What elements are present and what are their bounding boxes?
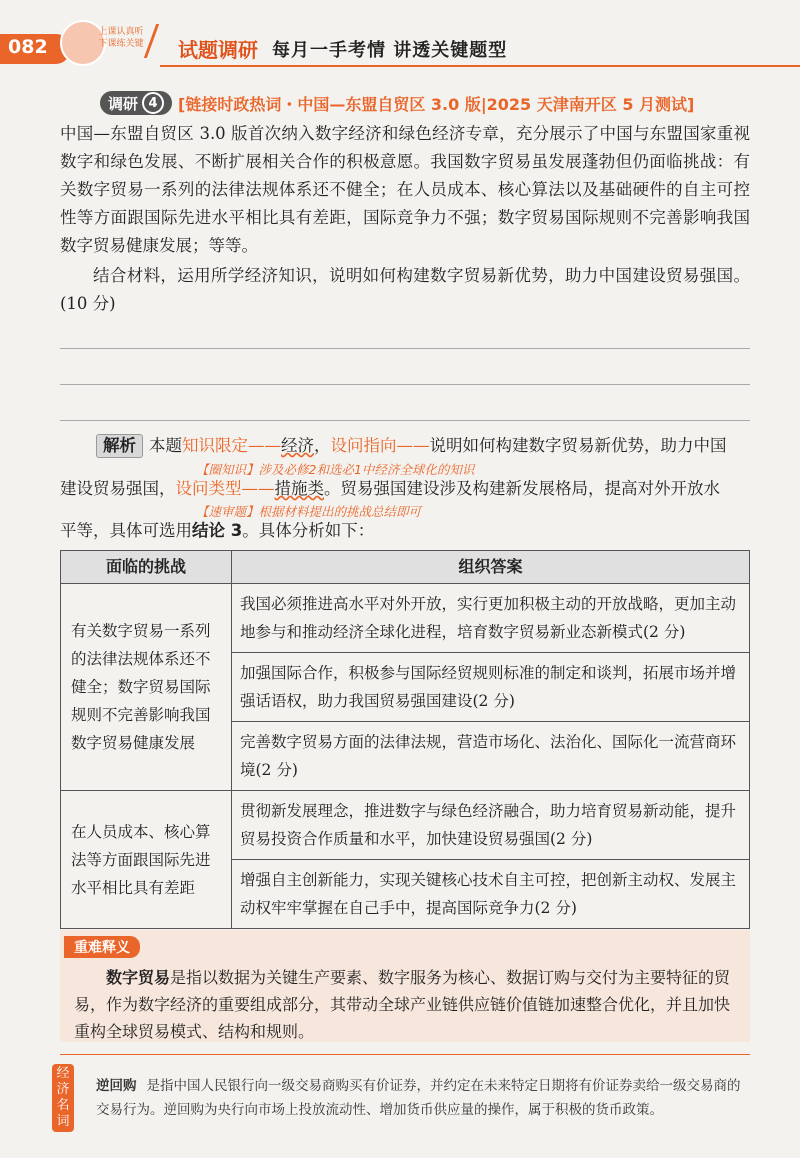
question-source-tag: [链接时政热词・中国—东盟自贸区 3.0 版|2025 天津南开区 5 月测试] <box>178 94 695 114</box>
annotation-review: 【速审题】根据材料提出的挑战总结即可 <box>196 504 422 519</box>
answer-line <box>60 348 750 349</box>
header-divider <box>144 24 177 58</box>
analysis-line-3 <box>60 520 760 542</box>
table-row <box>61 791 750 860</box>
header-subtitle: 每月一手考情 讲透关键题型 <box>272 40 508 61</box>
table-header-challenge: 面临的挑战 <box>61 551 232 584</box>
answer-cell: 完善数字贸易方面的法律法规，营造市场化、法治化、国际化一流营商环境(2 分) <box>232 722 750 791</box>
analysis-text: 本题 <box>149 436 182 455</box>
footer-term: 逆回购 <box>96 1078 137 1094</box>
explanation-box <box>60 930 750 1042</box>
header-title: 试题调研 <box>178 38 258 62</box>
annotation-knowledge: 【圈知识】涉及必修2和选必1中经济全球化的知识 <box>196 462 475 477</box>
analysis-text: 。具体分析如下： <box>242 521 375 540</box>
answer-line <box>60 384 750 385</box>
conclusion-ref: 结论 3 <box>192 521 243 540</box>
answer-cell: 贯彻新发展理念，推进数字与绿色经济融合，助力培育贸易新动能，提升贸易投资合作质量和水平，加快建设贸易强国(2 分) <box>232 791 750 860</box>
explanation-body: 是指以数据为关键生产要素、数字服务为核心、数据订购与交付为主要特征的贸易，作为数字经济的重要组成部分，其带动全球产业链供应链价值链加速整合优化，并且加快重构全球贸易模式、结构和规则。 <box>74 968 731 1041</box>
analysis-text: 平等，具体可选用 <box>60 521 192 540</box>
table-row <box>61 584 750 653</box>
answer-cell: 我国必须推进高水平对外开放，实行更加积极主动的开放战略，更加主动地参与和推动经济全球化进程，培育数字贸易新业态新模式(2 分) <box>232 584 750 653</box>
economic-term-tag: 经济名词 <box>52 1064 74 1132</box>
answer-cell: 加强国际合作，积极参与国际经贸规则标准的制定和谈判，拓展市场并增强话语权，助力我国贸易强国建设(2 分) <box>232 653 750 722</box>
knowledge-limit-value: 经济 <box>281 436 314 455</box>
knowledge-limit-label: 知识限定—— <box>182 436 281 455</box>
footer-definition <box>96 1074 746 1122</box>
analysis-text: 说明如何构建数字贸易新优势，助力中国 <box>429 436 727 455</box>
table-header-row <box>61 551 750 584</box>
answer-table <box>60 550 750 929</box>
question-tag-row <box>100 90 694 116</box>
question-direction-label: 设问指向—— <box>330 436 430 455</box>
footer-rule <box>60 1054 750 1055</box>
analysis-text: ， <box>314 436 331 455</box>
analysis-line-2 <box>60 478 760 500</box>
page-number: 082 <box>8 36 48 58</box>
analysis-line-1 <box>96 434 796 458</box>
explanation-text <box>74 964 738 1045</box>
question-type-label: 设问类型—— <box>175 479 275 498</box>
question-badge-label: 调研 <box>108 94 139 113</box>
analysis-badge: 解析 <box>96 434 143 458</box>
explanation-term: 数字贸易 <box>106 968 171 987</box>
question-badge <box>100 91 172 115</box>
challenge-cell: 在人员成本、核心算法等方面跟国际先进水平相比具有差距 <box>61 791 232 929</box>
header-slogan: 上课认真听 下课练关键 <box>98 27 144 49</box>
analysis-text: 。贸易强国建设涉及构建新发展格局，提高对外开放水 <box>324 479 720 498</box>
page-header <box>0 0 800 62</box>
table-header-answer: 组织答案 <box>232 551 750 584</box>
answer-line <box>60 420 750 421</box>
challenge-cell: 有关数字贸易一系列的法律法规体系还不健全；数字贸易国际规则不完善影响我国数字贸易健康发展 <box>61 584 232 791</box>
footer-body: 是指中国人民银行向一级交易商购买有价证券，并约定在未来特定日期将有价证券卖给一级交易商的交易行为。逆回购为央行向市场上投放流动性、增加货币供应量的操作，属于积极的货币政策。 <box>96 1078 741 1118</box>
explanation-tag: 重难释义 <box>64 936 140 958</box>
question-number: 4 <box>142 92 164 114</box>
question-material: 中国—东盟自贸区 3.0 版首次纳入数字经济和绿色经济专章，充分展示了中国与东盟国家重视数字和绿色发展、不断扩展相关合作的积极意愿。我国数字贸易虽发展蓬勃但仍面临挑战：有关数字贸易一系列的法律法规体系还不健全；在人员成本、核心算法以及基础硬件的自主可控性等方面跟国际先进水平相比具有差距，国际竞争力不强；数字贸易国际规则不完善影响我国数字贸易健康发展；等等。 <box>60 124 750 255</box>
analysis-text: 建设贸易强国， <box>60 479 176 498</box>
question-type-value: 措施类 <box>274 479 324 498</box>
answer-cell: 增强自主创新能力，实现关键核心技术自主可控，把创新主动权、发展主动权牢牢掌握在自己手中，提高国际竞争力(2 分) <box>232 860 750 929</box>
question-prompt: 结合材料，运用所学经济知识，说明如何构建数字贸易新优势，助力中国建设贸易强国。(10 分) <box>60 266 750 313</box>
header-rule <box>160 65 800 67</box>
